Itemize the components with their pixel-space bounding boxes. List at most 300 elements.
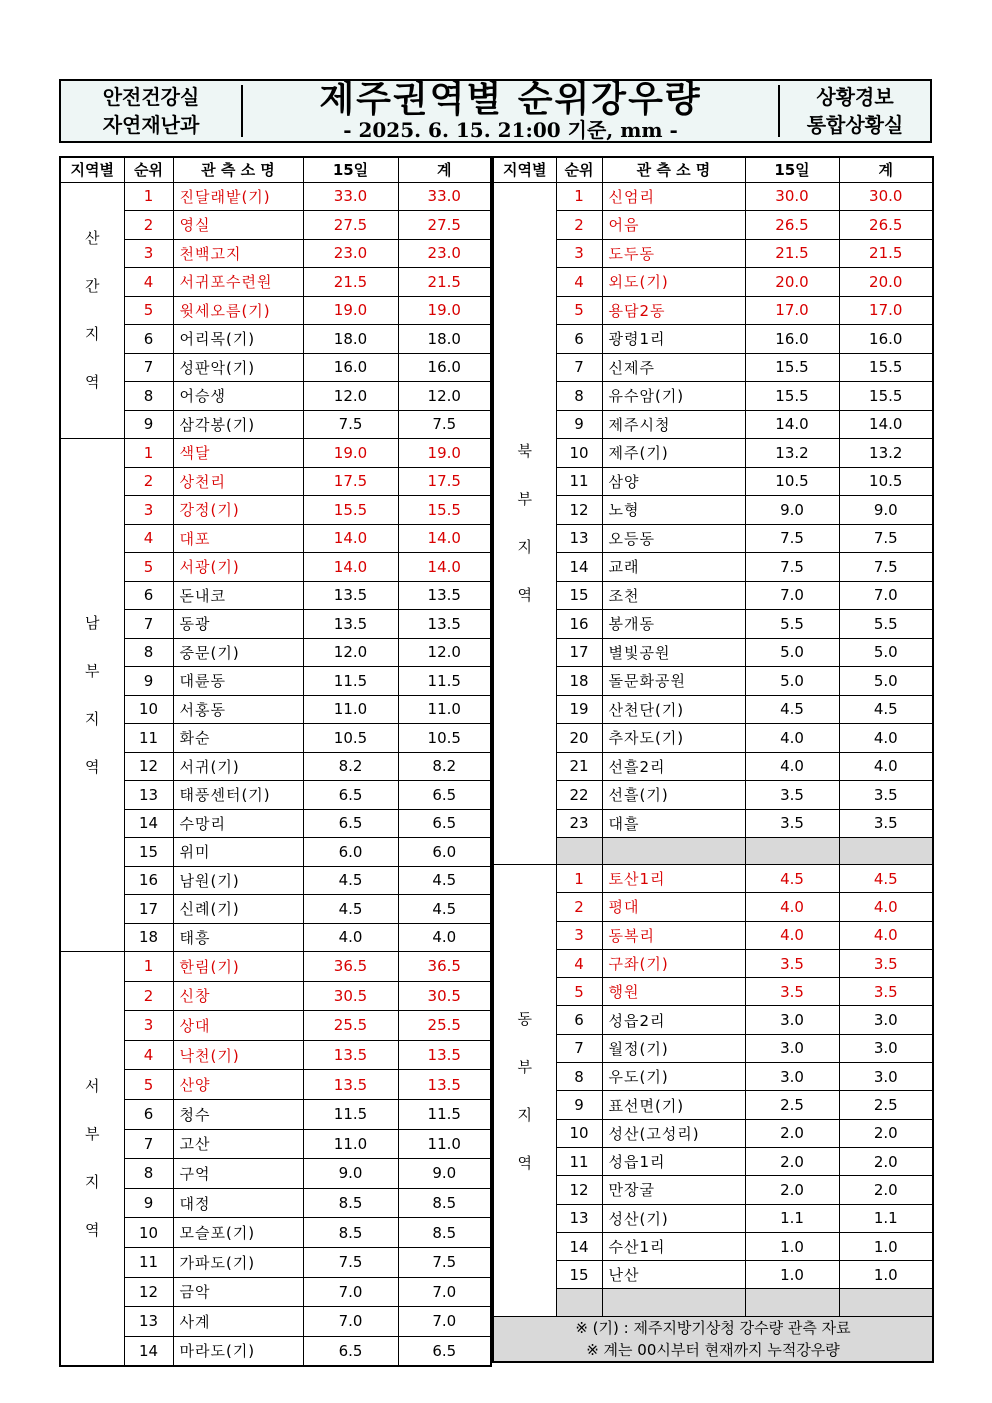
total-value: 11.0 <box>398 695 491 724</box>
total-value: 13.5 <box>398 581 491 610</box>
rank-cell: 8 <box>124 638 173 667</box>
rank-cell: 6 <box>124 325 173 354</box>
rank-cell: 12 <box>556 1176 602 1204</box>
station-name: 수산1리 <box>602 1232 745 1260</box>
total-value: 18.0 <box>398 325 491 354</box>
station-name: 사계 <box>173 1307 303 1337</box>
total-value: 8.5 <box>398 1218 491 1248</box>
table-row <box>60 752 491 781</box>
total-value: 7.5 <box>839 524 933 553</box>
region-label-west: 서 부 지 역 <box>60 952 124 1366</box>
rank-cell: 10 <box>556 439 602 468</box>
rank-cell: 8 <box>124 382 173 411</box>
table-row <box>493 695 933 724</box>
day-value: 23.0 <box>303 239 398 268</box>
table-row <box>60 1011 491 1041</box>
rank-cell: 5 <box>556 978 602 1006</box>
station-name: 어음 <box>602 211 745 240</box>
rank-cell: 13 <box>124 1307 173 1337</box>
station-name: 조천 <box>602 581 745 610</box>
report-title: 제주권역별 순위강우량 <box>319 79 702 120</box>
region-label-south: 남 부 지 역 <box>60 439 124 952</box>
day-value: 2.0 <box>745 1119 839 1147</box>
total-value: 9.0 <box>839 496 933 525</box>
rank-cell: 6 <box>124 581 173 610</box>
station-name: 제주시청 <box>602 410 745 439</box>
station-name: 신창 <box>173 981 303 1011</box>
day-value: 8.5 <box>303 1218 398 1248</box>
total-value: 7.5 <box>398 410 491 439</box>
rank-cell: 13 <box>124 781 173 810</box>
day-value: 7.5 <box>745 553 839 582</box>
day-value: 4.0 <box>745 752 839 781</box>
rank-cell: 15 <box>556 581 602 610</box>
report-header <box>59 79 932 143</box>
station-name: 영실 <box>173 211 303 240</box>
table-row <box>493 1091 933 1119</box>
rank-cell: 16 <box>124 866 173 895</box>
rank-cell: 15 <box>124 838 173 867</box>
day-value: 4.0 <box>745 893 839 921</box>
station-name: 어승생 <box>173 382 303 411</box>
total-value: 7.5 <box>398 1247 491 1277</box>
day-value: 8.5 <box>303 1188 398 1218</box>
rank-cell: 1 <box>124 952 173 982</box>
day-value: 18.0 <box>303 325 398 354</box>
day-value: 10.5 <box>303 724 398 753</box>
total-value: 15.5 <box>839 353 933 382</box>
day-value: 12.0 <box>303 382 398 411</box>
total-value: 3.0 <box>839 1063 933 1091</box>
station-name: 산천단(기) <box>602 695 745 724</box>
table-row <box>60 182 491 211</box>
total-value: 26.5 <box>839 211 933 240</box>
table-row <box>493 382 933 411</box>
rank-cell: 2 <box>124 981 173 1011</box>
table-row <box>493 893 933 921</box>
station-name: 금악 <box>173 1277 303 1307</box>
rank-cell: 5 <box>124 1070 173 1100</box>
station-name: 태풍센터(기) <box>173 781 303 810</box>
day-value: 7.0 <box>303 1277 398 1307</box>
total-value: 19.0 <box>398 296 491 325</box>
day-value: 7.5 <box>303 1247 398 1277</box>
station-name: 난산 <box>602 1261 745 1289</box>
station-name: 평대 <box>602 893 745 921</box>
station-name: 상대 <box>173 1011 303 1041</box>
station-name: 대포 <box>173 524 303 553</box>
day-value: 26.5 <box>745 211 839 240</box>
day-value: 30.5 <box>303 981 398 1011</box>
table-row <box>60 496 491 525</box>
rank-cell: 5 <box>556 296 602 325</box>
station-name: 성산(고성리) <box>602 1119 745 1147</box>
total-value: 4.5 <box>398 866 491 895</box>
total-value: 36.5 <box>398 952 491 982</box>
day-value: 6.5 <box>303 1336 398 1366</box>
total-value: 4.0 <box>839 724 933 753</box>
rank-cell: 17 <box>556 638 602 667</box>
station-name: 윗세오름(기) <box>173 296 303 325</box>
day-value: 11.5 <box>303 667 398 696</box>
total-value: 14.0 <box>398 524 491 553</box>
table-row <box>493 296 933 325</box>
total-value: 13.5 <box>398 610 491 639</box>
station-name: 낙천(기) <box>173 1040 303 1070</box>
day-value: 4.0 <box>303 923 398 952</box>
rank-cell: 7 <box>124 353 173 382</box>
station-name: 구좌(기) <box>602 949 745 977</box>
station-name: 수망리 <box>173 809 303 838</box>
table-row <box>60 1129 491 1159</box>
rank-cell: 7 <box>556 1034 602 1062</box>
table-row <box>60 923 491 952</box>
rank-cell: 12 <box>556 496 602 525</box>
day-value: 14.0 <box>303 524 398 553</box>
rank-cell: 2 <box>124 467 173 496</box>
report-subtitle: - 2025. 6. 15. 21:00 기준, mm - <box>343 118 678 142</box>
day-value: 1.1 <box>745 1204 839 1232</box>
empty-cell <box>556 838 602 865</box>
station-name: 월정(기) <box>602 1034 745 1062</box>
rank-cell: 9 <box>124 1188 173 1218</box>
rank-cell: 3 <box>556 239 602 268</box>
total-value: 14.0 <box>398 553 491 582</box>
day-value: 17.5 <box>303 467 398 496</box>
table-row <box>493 239 933 268</box>
rank-cell: 11 <box>556 467 602 496</box>
table-row <box>493 1063 933 1091</box>
table-row <box>60 296 491 325</box>
day-value: 9.0 <box>745 496 839 525</box>
table-row <box>60 410 491 439</box>
table-row <box>60 467 491 496</box>
notes-cell <box>493 1317 933 1363</box>
col-region: 지역별 <box>493 157 556 182</box>
station-name: 화순 <box>173 724 303 753</box>
rank-cell: 2 <box>124 211 173 240</box>
day-value: 8.2 <box>303 752 398 781</box>
rank-cell: 1 <box>556 182 602 211</box>
day-value: 5.0 <box>745 638 839 667</box>
day-value: 1.0 <box>745 1232 839 1260</box>
day-value: 13.5 <box>303 581 398 610</box>
empty-cell <box>745 838 839 865</box>
table-row <box>493 781 933 810</box>
station-name: 고산 <box>173 1129 303 1159</box>
total-value: 1.1 <box>839 1204 933 1232</box>
total-value: 11.0 <box>398 1129 491 1159</box>
station-name: 신례(기) <box>173 895 303 924</box>
day-value: 3.5 <box>745 949 839 977</box>
table-row <box>493 921 933 949</box>
total-value: 11.5 <box>398 667 491 696</box>
table-row <box>60 325 491 354</box>
day-value: 14.0 <box>303 553 398 582</box>
rank-cell: 7 <box>124 610 173 639</box>
day-value: 15.5 <box>303 496 398 525</box>
day-value: 3.5 <box>745 978 839 1006</box>
station-name: 천백고지 <box>173 239 303 268</box>
table-row <box>60 866 491 895</box>
day-value: 9.0 <box>303 1159 398 1189</box>
department-line1: 안전건강실 <box>102 85 200 109</box>
total-value: 27.5 <box>398 211 491 240</box>
total-value: 14.0 <box>839 410 933 439</box>
table-row <box>493 182 933 211</box>
total-value: 11.5 <box>398 1099 491 1129</box>
col-region: 지역별 <box>60 157 124 182</box>
total-value: 4.0 <box>839 752 933 781</box>
rainfall-table-left <box>59 156 492 1367</box>
office-line2: 통합상황실 <box>806 113 904 137</box>
table-row <box>60 1188 491 1218</box>
total-value: 25.5 <box>398 1011 491 1041</box>
rank-cell: 3 <box>124 1011 173 1041</box>
day-value: 5.0 <box>745 667 839 696</box>
rank-cell: 4 <box>124 268 173 297</box>
empty-cell <box>839 838 933 865</box>
total-value: 6.5 <box>398 781 491 810</box>
total-value: 5.0 <box>839 638 933 667</box>
rank-cell: 2 <box>556 893 602 921</box>
table-row <box>493 1176 933 1204</box>
day-value: 4.5 <box>745 695 839 724</box>
total-value: 4.5 <box>839 695 933 724</box>
table-row <box>493 667 933 696</box>
station-name: 제주(기) <box>602 439 745 468</box>
rank-cell: 15 <box>556 1261 602 1289</box>
day-value: 6.5 <box>303 809 398 838</box>
day-value: 12.0 <box>303 638 398 667</box>
rank-cell: 4 <box>556 268 602 297</box>
rank-cell: 23 <box>556 809 602 838</box>
table-row <box>493 1147 933 1175</box>
rank-cell: 14 <box>556 553 602 582</box>
day-value: 25.5 <box>303 1011 398 1041</box>
total-value: 30.0 <box>839 182 933 211</box>
table-row <box>493 1261 933 1289</box>
table-row <box>493 496 933 525</box>
rank-cell: 1 <box>124 182 173 211</box>
department-box <box>61 81 241 141</box>
day-value: 2.0 <box>745 1147 839 1175</box>
table-row <box>493 211 933 240</box>
station-name: 한림(기) <box>173 952 303 982</box>
total-value: 12.0 <box>398 382 491 411</box>
rank-cell: 1 <box>124 439 173 468</box>
station-name: 광령1리 <box>602 325 745 354</box>
day-value: 4.5 <box>303 895 398 924</box>
rank-cell: 18 <box>124 923 173 952</box>
station-name: 만장굴 <box>602 1176 745 1204</box>
rank-cell: 7 <box>556 353 602 382</box>
station-name: 성산(기) <box>602 1204 745 1232</box>
notes-row <box>493 1317 933 1363</box>
rank-cell: 1 <box>556 865 602 893</box>
day-value: 4.0 <box>745 921 839 949</box>
rank-cell: 3 <box>556 921 602 949</box>
day-value: 7.5 <box>745 524 839 553</box>
rank-cell: 6 <box>124 1099 173 1129</box>
station-name: 신엄리 <box>602 182 745 211</box>
col-station: 관 측 소 명 <box>173 157 303 182</box>
empty-row <box>493 1289 933 1317</box>
col-day: 15일 <box>745 157 839 182</box>
rank-cell: 13 <box>556 524 602 553</box>
day-value: 2.0 <box>745 1176 839 1204</box>
rank-cell: 18 <box>556 667 602 696</box>
day-value: 14.0 <box>745 410 839 439</box>
station-name: 삼양 <box>602 467 745 496</box>
station-name: 서귀(기) <box>173 752 303 781</box>
table-row <box>60 239 491 268</box>
total-value: 1.0 <box>839 1232 933 1260</box>
table-row <box>60 1247 491 1277</box>
rank-cell: 11 <box>124 724 173 753</box>
total-value: 10.5 <box>839 467 933 496</box>
total-value: 13.2 <box>839 439 933 468</box>
total-value: 3.5 <box>839 809 933 838</box>
station-name: 중문(기) <box>173 638 303 667</box>
station-name: 성읍1리 <box>602 1147 745 1175</box>
total-value: 15.5 <box>839 382 933 411</box>
day-value: 11.5 <box>303 1099 398 1129</box>
table-row <box>493 610 933 639</box>
rainfall-table-right <box>492 156 934 1363</box>
station-name: 선흘2리 <box>602 752 745 781</box>
station-name: 상천리 <box>173 467 303 496</box>
col-total: 계 <box>839 157 933 182</box>
day-value: 15.5 <box>745 382 839 411</box>
station-name: 서광(기) <box>173 553 303 582</box>
rank-cell: 7 <box>124 1129 173 1159</box>
day-value: 5.5 <box>745 610 839 639</box>
rank-cell: 14 <box>124 809 173 838</box>
table-row <box>493 978 933 1006</box>
station-name: 외도(기) <box>602 268 745 297</box>
station-name: 청수 <box>173 1099 303 1129</box>
station-name: 노형 <box>602 496 745 525</box>
total-value: 3.0 <box>839 1006 933 1034</box>
rank-cell: 22 <box>556 781 602 810</box>
total-value: 15.5 <box>398 496 491 525</box>
day-value: 21.5 <box>745 239 839 268</box>
table-row <box>60 1099 491 1129</box>
day-value: 16.0 <box>745 325 839 354</box>
total-value: 3.5 <box>839 978 933 1006</box>
total-value: 21.5 <box>839 239 933 268</box>
rank-cell: 4 <box>124 1040 173 1070</box>
day-value: 15.5 <box>745 353 839 382</box>
rank-cell: 12 <box>124 752 173 781</box>
day-value: 2.5 <box>745 1091 839 1119</box>
rank-cell: 12 <box>124 1277 173 1307</box>
total-value: 8.2 <box>398 752 491 781</box>
station-name: 어리목(기) <box>173 325 303 354</box>
table-row <box>493 581 933 610</box>
table-row <box>60 610 491 639</box>
total-value: 7.0 <box>398 1277 491 1307</box>
empty-cell <box>602 838 745 865</box>
office-box <box>780 81 930 141</box>
rank-cell: 5 <box>124 296 173 325</box>
rank-cell: 4 <box>556 949 602 977</box>
station-name: 용담2동 <box>602 296 745 325</box>
day-value: 16.0 <box>303 353 398 382</box>
table-row <box>60 1040 491 1070</box>
rank-cell: 14 <box>556 1232 602 1260</box>
day-value: 30.0 <box>745 182 839 211</box>
table-row <box>493 353 933 382</box>
day-value: 3.0 <box>745 1034 839 1062</box>
station-name: 서귀포수련원 <box>173 268 303 297</box>
table-row <box>60 1307 491 1337</box>
day-value: 10.5 <box>745 467 839 496</box>
table-row <box>493 865 933 893</box>
total-value: 16.0 <box>839 325 933 354</box>
empty-cell <box>602 1289 745 1317</box>
rank-cell: 10 <box>124 695 173 724</box>
region-label-east: 동 부 지 역 <box>493 865 556 1317</box>
total-value: 5.5 <box>839 610 933 639</box>
empty-cell <box>745 1289 839 1317</box>
rank-cell: 8 <box>556 382 602 411</box>
station-name: 추자도(기) <box>602 724 745 753</box>
table-row <box>493 439 933 468</box>
day-value: 17.0 <box>745 296 839 325</box>
day-value: 3.0 <box>745 1006 839 1034</box>
total-value: 4.5 <box>839 865 933 893</box>
table-row <box>60 1159 491 1189</box>
table-row <box>493 809 933 838</box>
total-value: 3.5 <box>839 949 933 977</box>
day-value: 1.0 <box>745 1261 839 1289</box>
total-value: 30.5 <box>398 981 491 1011</box>
total-value: 4.5 <box>398 895 491 924</box>
total-value: 12.0 <box>398 638 491 667</box>
rank-cell: 13 <box>556 1204 602 1232</box>
station-name: 삼각봉(기) <box>173 410 303 439</box>
table-row <box>493 1232 933 1260</box>
total-value: 17.0 <box>839 296 933 325</box>
station-name: 남원(기) <box>173 866 303 895</box>
rank-cell: 11 <box>556 1147 602 1175</box>
station-name: 행원 <box>602 978 745 1006</box>
rank-cell: 19 <box>556 695 602 724</box>
station-name: 진달래밭(기) <box>173 182 303 211</box>
total-value: 13.5 <box>398 1040 491 1070</box>
total-value: 9.0 <box>398 1159 491 1189</box>
rank-cell: 6 <box>556 325 602 354</box>
station-name: 성판악(기) <box>173 353 303 382</box>
station-name: 대흘 <box>602 809 745 838</box>
rank-cell: 9 <box>556 1091 602 1119</box>
total-value: 17.5 <box>398 467 491 496</box>
total-value: 6.5 <box>398 1336 491 1366</box>
table-row <box>493 524 933 553</box>
region-label-north: 북 부 지 역 <box>493 182 556 865</box>
table-row <box>60 353 491 382</box>
table-row <box>60 838 491 867</box>
col-total: 계 <box>398 157 491 182</box>
total-value: 2.5 <box>839 1091 933 1119</box>
day-value: 27.5 <box>303 211 398 240</box>
day-value: 13.5 <box>303 610 398 639</box>
col-station: 관 측 소 명 <box>602 157 745 182</box>
day-value: 33.0 <box>303 182 398 211</box>
rank-cell: 2 <box>556 211 602 240</box>
